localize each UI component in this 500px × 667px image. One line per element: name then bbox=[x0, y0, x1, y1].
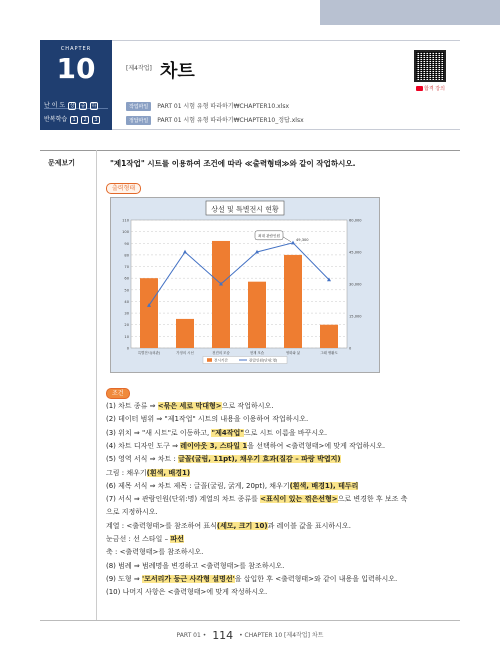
chart-bar bbox=[248, 282, 266, 348]
legend-label-bars: 전시기간 bbox=[214, 358, 228, 363]
difficulty-level-high: 상 bbox=[69, 103, 75, 109]
condition-item bbox=[106, 481, 358, 491]
legend-swatch-bars bbox=[207, 358, 212, 362]
condition-highlight: <표식이 있는 꺾은선형> bbox=[260, 495, 338, 504]
chart-bar bbox=[212, 241, 230, 348]
answer-file-path: PART 01 시험 유형 따라하기₩CHAPTER10_정답.xlsx bbox=[157, 117, 304, 124]
repeat-mark-2: 2 bbox=[81, 116, 89, 124]
practice-file-row bbox=[126, 101, 289, 111]
chart-bar bbox=[140, 278, 158, 348]
condition-item bbox=[106, 507, 158, 517]
y-tick-right: 0 bbox=[349, 346, 352, 351]
footer-part: PART 01 • bbox=[176, 632, 207, 639]
difficulty-label: 난 이 도 bbox=[44, 102, 66, 109]
y-tick-left: 0 bbox=[126, 346, 129, 351]
condition-item bbox=[106, 547, 203, 557]
condition-text: (3) 위치 ⇒ "새 시트"로 이동하고, bbox=[106, 428, 212, 437]
y-tick-right: 60,000 bbox=[349, 218, 362, 223]
condition-text: (2) 데이터 범위 ⇒ "제1작업" 시트의 내용을 이용하여 작업하시오. bbox=[106, 415, 309, 424]
condition-highlight: "제4작업" bbox=[211, 428, 244, 437]
condition-text-after: 과 레이블 값을 표시하시오. bbox=[267, 521, 351, 530]
condition-text-after: 을 삽입한 후 <출력형태>와 같이 내용을 입력하시오. bbox=[234, 574, 398, 583]
condition-item bbox=[106, 534, 184, 544]
output-badge: 출력형태 bbox=[106, 183, 141, 194]
condition-text: (4) 차트 디자인 도구 ⇒ bbox=[106, 441, 181, 450]
condition-text: (1) 차트 종류 ⇒ bbox=[106, 402, 158, 410]
condition-text-after: 으로 변경한 후 보조 축 bbox=[337, 495, 408, 504]
y-tick-left: 20 bbox=[124, 323, 129, 328]
chart-bar bbox=[320, 325, 338, 348]
section-rule bbox=[40, 150, 460, 151]
repeat-row bbox=[44, 114, 110, 124]
top-band-left bbox=[0, 0, 320, 25]
chapter-label: CHAPTER bbox=[60, 46, 92, 52]
condition-text-after: 으로 작업하시오. bbox=[221, 402, 274, 410]
repeat-label: 반복학습 bbox=[44, 116, 68, 123]
y-tick-right: 45,000 bbox=[349, 250, 362, 255]
difficulty-row bbox=[44, 100, 110, 110]
top-band bbox=[0, 0, 500, 25]
condition-item bbox=[106, 494, 407, 504]
y-tick-left: 60 bbox=[124, 276, 129, 281]
repeat-mark-3: 3 bbox=[92, 116, 100, 124]
condition-text: 눈금선 : 선 스타일 – bbox=[106, 535, 171, 543]
condition-item bbox=[106, 574, 397, 584]
left-column-rule bbox=[96, 150, 97, 620]
repeat-mark-1: 1 bbox=[70, 116, 78, 124]
condition-text: 계열 : <출력형태>를 참조하여 표식 bbox=[106, 521, 217, 530]
bottom-rule bbox=[40, 620, 460, 621]
y-tick-right: 15,000 bbox=[349, 314, 362, 319]
chart-bar bbox=[284, 255, 302, 348]
condition-text: 축 : <출력형태>를 참조하시오. bbox=[106, 548, 204, 557]
condition-highlight: 글꼴(굴림, 11pt), 채우기 효과(질감 – 파랑 박엽지) bbox=[178, 455, 341, 464]
condition-highlight: <묶은 세로 막대형> bbox=[157, 402, 222, 410]
condition-highlight: (흰색, 배경1), 테두리 bbox=[289, 481, 359, 490]
condition-text: (7) 서식 ⇒ 관람인원(단위:명) 계열의 차트 종류를 bbox=[106, 495, 261, 504]
footer-chapter: • CHAPTER 10 [제4작업] 차트 bbox=[239, 632, 324, 639]
condition-text-after: 으로 시트 이름을 바꾸시오. bbox=[243, 428, 328, 437]
condition-item bbox=[106, 587, 267, 597]
x-tick-label: 천진의 모습 bbox=[212, 351, 230, 355]
y-tick-left: 70 bbox=[124, 265, 129, 270]
y-tick-left: 40 bbox=[124, 299, 129, 304]
condition-item bbox=[106, 414, 308, 424]
practice-file-tag: 작업파일 bbox=[126, 102, 151, 111]
difficulty-level-mid: 중 bbox=[80, 103, 86, 109]
condition-highlight: 파선 bbox=[170, 535, 184, 543]
chapter-subtitle: [제4작업] bbox=[126, 65, 152, 72]
condition-item bbox=[106, 454, 341, 464]
chapter-number: 10 bbox=[56, 52, 96, 85]
condition-text: 그림 : 채우기 bbox=[106, 468, 147, 477]
condition-item bbox=[106, 468, 190, 478]
condition-item bbox=[106, 428, 327, 438]
condition-text: 으로 지정하시오. bbox=[106, 508, 158, 517]
condition-highlight: (세모, 크기 10) bbox=[216, 521, 268, 530]
y-tick-left: 110 bbox=[122, 218, 129, 223]
x-tick-label: 특별전시(외관) bbox=[137, 351, 161, 355]
answer-file-tag: 정답파일 bbox=[126, 116, 151, 125]
answer-file-row bbox=[126, 115, 304, 125]
x-tick-label: 영화와 삶 bbox=[285, 351, 301, 355]
condition-text: (6) 제목 서식 ⇒ 차트 제목 : 글꼴(굴림, 굵게, 20pt), 채우기 bbox=[106, 481, 290, 490]
footer bbox=[0, 629, 500, 642]
condition-item bbox=[106, 401, 273, 411]
chapter-box bbox=[40, 40, 112, 130]
callout-text: 최대 관람인원 bbox=[258, 233, 280, 238]
y-tick-left: 80 bbox=[124, 253, 129, 258]
condition-highlight: '모서리가 둥근 사각형 설명선' bbox=[141, 574, 235, 583]
youtube-icon bbox=[416, 86, 423, 91]
condition-highlight: (흰색, 배경1) bbox=[146, 468, 191, 477]
page-number: 114 bbox=[212, 629, 234, 642]
page-title: 차트 bbox=[160, 61, 195, 82]
chart-svg bbox=[111, 198, 379, 372]
condition-item bbox=[106, 441, 385, 451]
y-tick-left: 30 bbox=[124, 311, 129, 316]
problem-instruction: "제1작업" 시트를 이용하여 조건에 따라 ≪출력형태≫와 같이 작업하시오. bbox=[110, 159, 356, 168]
y-tick-left: 10 bbox=[124, 334, 129, 339]
conditions-badge: 조건 bbox=[106, 388, 130, 399]
lecture-link[interactable] bbox=[416, 85, 445, 92]
legend-label-line: 관람인원(단위:명) bbox=[249, 358, 278, 363]
y-tick-left: 90 bbox=[124, 241, 129, 246]
chart-bar bbox=[176, 319, 194, 348]
problem-label: 문제보기 bbox=[48, 159, 76, 167]
y-tick-left: 100 bbox=[122, 230, 129, 235]
y-tick-left: 50 bbox=[124, 288, 129, 293]
condition-item bbox=[106, 561, 284, 571]
x-tick-label: 그때 생활도 bbox=[320, 351, 338, 355]
condition-text: (5) 영역 서식 ⇒ 차트 : bbox=[106, 455, 179, 464]
condition-item bbox=[106, 521, 351, 531]
difficulty-level-low: 하 bbox=[91, 103, 97, 109]
lecture-link-label: 합격 강의 bbox=[424, 86, 445, 92]
qr-code-icon[interactable] bbox=[414, 50, 446, 82]
condition-text: (8) 범례 ⇒ 범례명을 변경하고 <출력형태>를 참조하시오. bbox=[106, 561, 285, 570]
condition-highlight: 레이아웃 3, 스타일 1 bbox=[180, 441, 248, 450]
condition-text-after: 을 선택하여 <출력형태>에 맞게 작업하시오. bbox=[247, 441, 386, 450]
condition-text: (9) 도형 ⇒ bbox=[106, 574, 142, 583]
top-band-right bbox=[320, 0, 500, 25]
x-tick-label: 가정의 시선 bbox=[176, 351, 194, 355]
chart-frame bbox=[110, 197, 380, 373]
data-label: 49,300 bbox=[296, 237, 309, 242]
condition-text: (10) 나머지 사항은 <출력형태>에 맞게 작성하시오. bbox=[106, 588, 268, 597]
y-tick-right: 30,000 bbox=[349, 282, 362, 287]
x-tick-label: 현재 모습 bbox=[249, 351, 265, 355]
chart-title: 상설 및 특별전시 현황 bbox=[211, 205, 279, 214]
practice-file-path: PART 01 시험 유형 따라하기₩CHAPTER10.xlsx bbox=[157, 103, 290, 110]
